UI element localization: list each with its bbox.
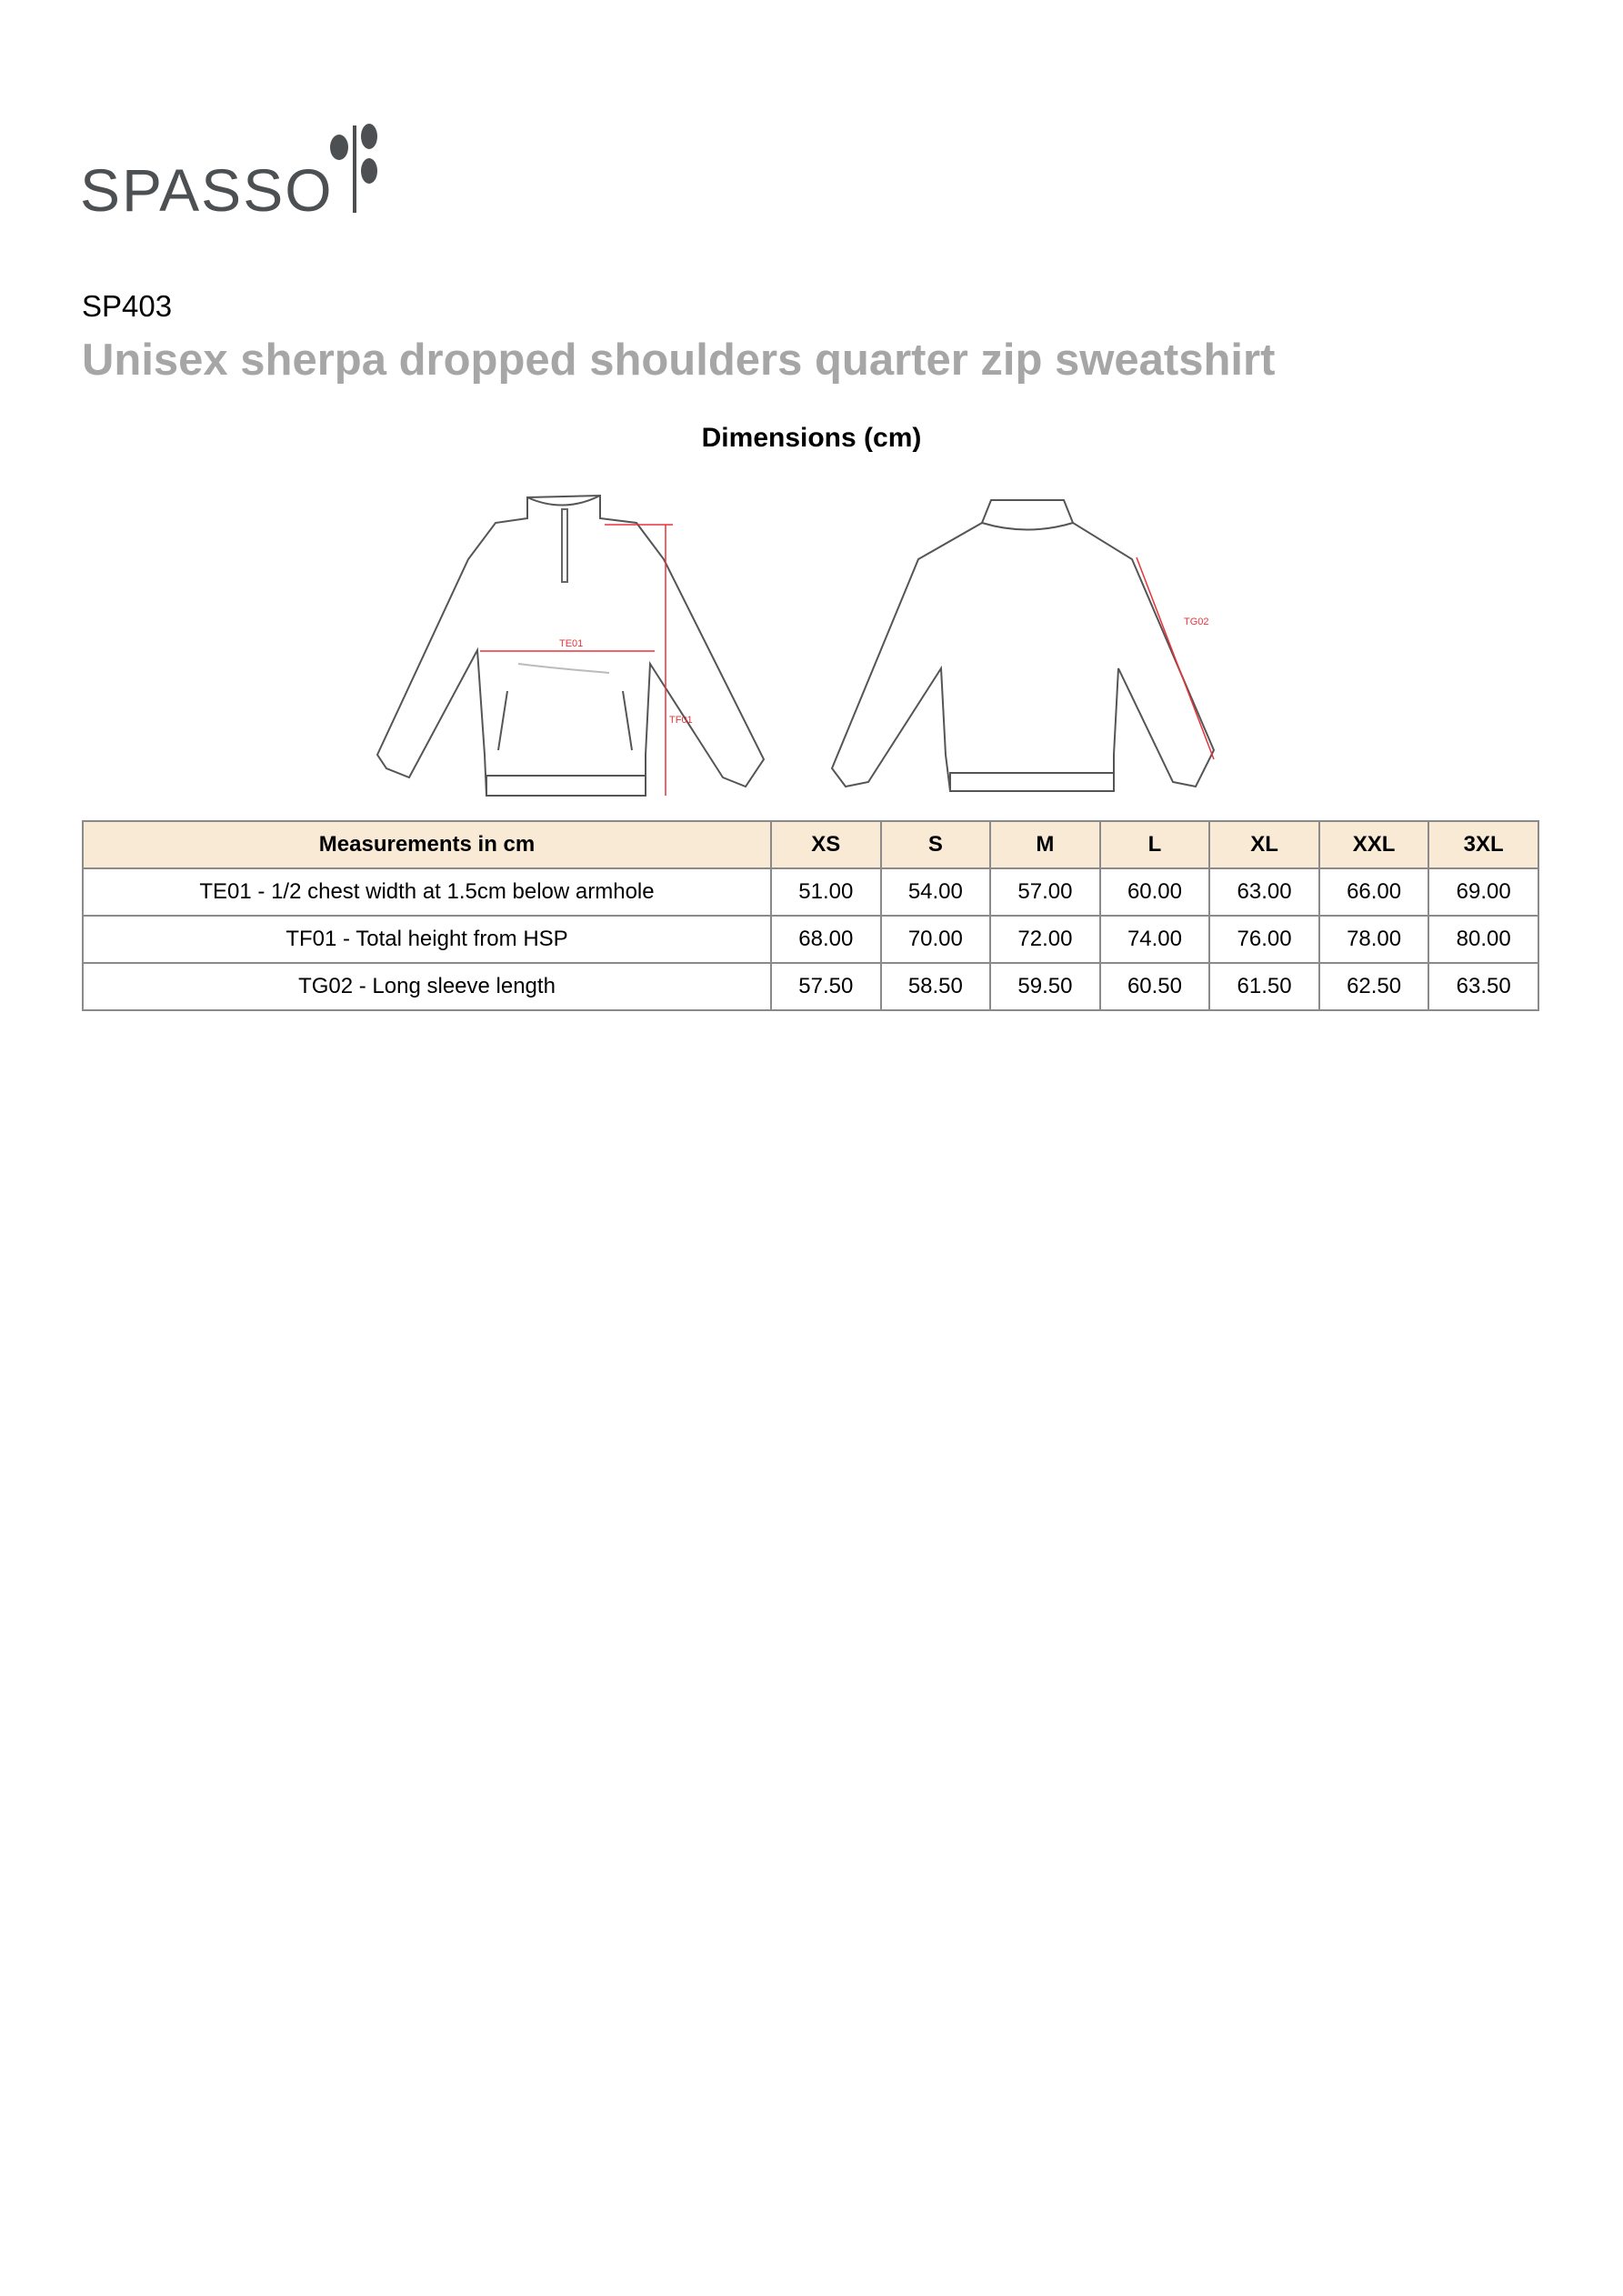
value-cell: 70.00 [881,916,991,963]
header-cell: L [1100,821,1210,868]
value-cell: 62.50 [1319,963,1429,1010]
te01-label: TE01 [559,638,584,649]
value-cell: 66.00 [1319,868,1429,916]
spasso-logo [80,120,398,220]
value-cell: 58.50 [881,963,991,1010]
header-cell: XS [771,821,881,868]
value-cell: 80.00 [1428,916,1538,963]
value-cell: 61.50 [1209,963,1319,1010]
table-row [83,916,1538,963]
measurement-lines [480,525,1214,796]
value-cell: 69.00 [1428,868,1538,916]
value-cell: 74.00 [1100,916,1210,963]
header-cell: Measurements in cm [83,821,771,868]
value-cell: 57.00 [990,868,1100,916]
product-title: Unisex sherpa dropped shoulders quarter zip sweatshirt [82,336,1276,385]
garment-diagram [336,486,1268,805]
value-cell: 78.00 [1319,916,1429,963]
value-cell: 63.00 [1209,868,1319,916]
table-header-row [83,821,1538,868]
row-label: TE01 - 1/2 chest width at 1.5cm below armhole [83,868,771,916]
value-cell: 57.50 [771,963,881,1010]
header-cell: 3XL [1428,821,1538,868]
back-view [832,500,1214,791]
value-cell: 59.50 [990,963,1100,1010]
svg-text:SPASSO: SPASSO [80,156,334,220]
header-cell: XXL [1319,821,1429,868]
row-label: TF01 - Total height from HSP [83,916,771,963]
header-cell: XL [1209,821,1319,868]
value-cell: 60.00 [1100,868,1210,916]
value-cell: 72.00 [990,916,1100,963]
header-cell: S [881,821,991,868]
value-cell: 68.00 [771,916,881,963]
table-row [83,963,1538,1010]
section-title: Dimensions (cm) [701,423,922,453]
value-cell: 60.50 [1100,963,1210,1010]
row-label: TG02 - Long sleeve length [83,963,771,1010]
tf01-label: TF01 [669,715,693,726]
table-row [83,868,1538,916]
tg02-label: TG02 [1184,617,1209,627]
product-code: SP403 [82,289,173,323]
header-cell: M [990,821,1100,868]
value-cell: 63.50 [1428,963,1538,1010]
size-table [82,820,1539,1011]
value-cell: 54.00 [881,868,991,916]
value-cell: 76.00 [1209,916,1319,963]
value-cell: 51.00 [771,868,881,916]
